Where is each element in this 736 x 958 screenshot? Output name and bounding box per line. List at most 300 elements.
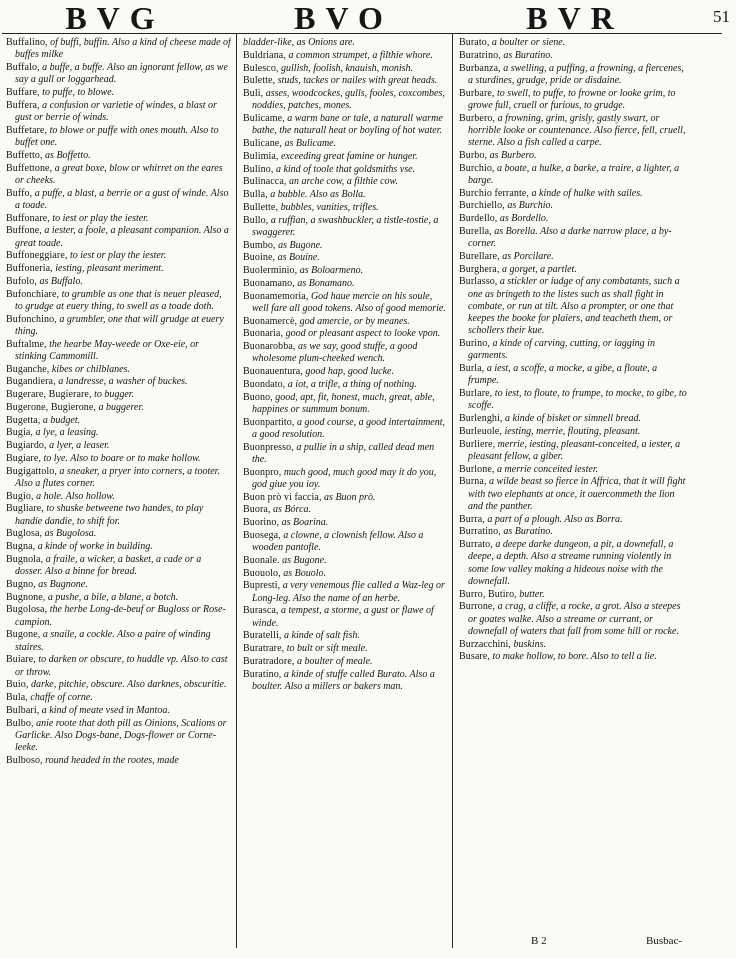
entry-headword: Burlone, [459, 463, 495, 475]
dictionary-entry [6, 629, 231, 654]
entry-definition: iesting, merrie, flouting, pleasant. [501, 425, 641, 437]
dictionary-entry [459, 589, 689, 601]
entry-definition: as Buon prò. [321, 491, 376, 503]
entry-headword: Bullette, [243, 201, 279, 213]
dictionary-entry [6, 503, 231, 528]
dictionary-entry [6, 150, 231, 162]
entry-definition: a hole. Also hollow. [33, 490, 115, 502]
entry-definition: a pullie in a ship, called dead men the. [252, 441, 435, 465]
entry-definition: a warm bane or tale, a naturall warme bathe, the naturall heat or boyling of hot water. [252, 113, 443, 137]
entry-headword: Buftalme, [6, 338, 47, 350]
entry-headword: Bulicane, [243, 138, 282, 149]
entry-definition: asses, woodcockes, gulls, fooles, coxcombes, noddies, patches, mones. [252, 88, 445, 112]
entry-definition: a kinde of bisket or simnell bread. [502, 413, 641, 424]
entry-definition: a kinde of carving, cutting, or iagging in garments. [468, 338, 655, 362]
entry-headword: Buosega, [243, 529, 281, 541]
entry-definition: anie roote that doth pill as Oinions, Scalions or Garlicke. Also Dogs-bane, Dogs-flower or Corne-leeke. [15, 717, 227, 753]
entry-definition: to bult or sift meale. [284, 643, 368, 654]
dictionary-column-3 [459, 37, 689, 942]
entry-headword: Bugnola, [6, 553, 44, 565]
entry-headword: Bugerone, Bugierone, [6, 401, 97, 413]
dictionary-entry [6, 225, 231, 250]
entry-definition: darke, pitchie, obscure. Also darknes, obscuritie. [28, 679, 227, 691]
dictionary-entry [459, 276, 689, 337]
entry-definition: to swell, to puffe, to frowne or looke grim, to growe full, cruell or furious, to grudge. [468, 87, 676, 111]
dictionary-entry [6, 100, 231, 125]
dictionary-entry [6, 466, 231, 491]
entry-headword: Bulicame, [243, 113, 285, 124]
entry-headword: Buonpresso, [243, 441, 294, 453]
entry-definition: a iest, a scoffe, a mocke, a gibe, a floute, a frumpe. [468, 363, 658, 387]
dictionary-entry [459, 514, 689, 526]
entry-definition: as Burchio. [504, 200, 554, 212]
entry-definition: a puffe, a blast, a berrie or a gust of winde. Also a toade. [15, 187, 229, 211]
dictionary-entry [6, 213, 231, 225]
entry-definition: bladder-like, as Onions are. [243, 37, 355, 48]
dictionary-entry [243, 555, 448, 567]
dictionary-entry [6, 440, 231, 452]
dictionary-entry [6, 579, 231, 591]
entry-definition: exceeding great famine or hunger. [278, 150, 418, 162]
entry-definition: as Buffalo. [36, 275, 83, 287]
entry-definition: butter. [516, 588, 545, 600]
entry-headword: Bugna, [6, 541, 36, 552]
dictionary-entry [243, 467, 448, 492]
entry-definition: a kind of meate vsed in Mantoa. [39, 704, 170, 716]
entry-headword: Buolerminio, [243, 265, 298, 276]
dictionary-entry [459, 338, 689, 363]
entry-headword: Buora, [243, 504, 271, 516]
entry-headword: Burbo, [459, 149, 488, 161]
entry-headword: Bugigattolo, [6, 465, 57, 477]
entry-headword: Bugiardo, [6, 440, 47, 451]
dictionary-entry [243, 164, 448, 176]
dictionary-entry [459, 601, 689, 638]
entry-headword: Bulesco, [243, 62, 279, 74]
dictionary-entry [243, 50, 448, 62]
entry-definition: a iester, a foole, a pleasant companion. Also a great toade. [15, 225, 229, 249]
entry-headword: Buonale. [243, 554, 280, 566]
entry-headword: Burzacchini, [459, 638, 512, 650]
entry-headword: Buffalino, [6, 37, 48, 48]
dictionary-entry [6, 163, 231, 188]
entry-definition: as Boarina. [279, 517, 329, 528]
entry-definition: a buggerer. [96, 401, 144, 413]
dictionary-entry [459, 163, 689, 188]
dictionary-entry [459, 63, 689, 88]
entry-definition: kibes or chilblanes. [49, 363, 130, 375]
dictionary-entry [6, 276, 231, 288]
entry-definition: the hearbe May-weede or Oxe-eie, or stinking Cammomill. [15, 338, 200, 362]
entry-headword: Bulbo, [6, 717, 34, 729]
entry-headword: Burra, [459, 513, 485, 525]
entry-definition: as Boloarmeno. [297, 265, 364, 276]
running-head-center: BVO [294, 0, 393, 36]
entry-definition: an arche cow, a filthie cow. [286, 176, 398, 188]
dictionary-entry [243, 88, 448, 113]
entry-definition: a common strumpet, a filthie whore. [285, 49, 433, 61]
entry-headword: Burrone, [459, 601, 496, 613]
entry-definition: to iest or play the iester. [67, 250, 167, 262]
entry-definition: a very venemous flie called a Waz-leg or Long-leg. Also the name of an herbe. [252, 580, 445, 604]
dictionary-entry [459, 363, 689, 388]
entry-headword: Bugno, [6, 578, 36, 590]
entry-definition: a kinde of salt fish. [281, 630, 360, 642]
dictionary-entry [6, 541, 231, 553]
entry-headword: Buffetto, [6, 149, 43, 161]
entry-headword: Buffoneggiare, [6, 250, 68, 262]
entry-definition: a frowning, grim, grisly, gastly swart, or horrible looke or countenance. Also fierce, fell, cruell, sterne. Also a fish called a carpe. [468, 112, 686, 148]
dictionary-entry [459, 200, 689, 212]
entry-headword: Buffonare, [6, 212, 50, 224]
entry-headword: Bugetta, [6, 414, 41, 426]
dictionary-entry [6, 250, 231, 262]
entry-definition: a boulter or siene. [489, 37, 566, 48]
entry-headword: Burratino, [459, 526, 501, 538]
entry-definition: to puffe, to blowe. [39, 87, 115, 98]
entry-definition: gullish, foolish, knauish, monish. [278, 62, 413, 74]
signature-mark: B 2 [531, 935, 547, 947]
entry-headword: Buldriana, [243, 49, 286, 61]
dictionary-entry [6, 604, 231, 629]
entry-headword: Buffetare, [6, 124, 48, 136]
entry-definition: to darken or obscure, to huddle vp. Also to cast or throw. [15, 654, 228, 678]
dictionary-entry [6, 62, 231, 87]
dictionary-entry [459, 539, 689, 588]
entry-headword: Bufolo, [6, 275, 37, 287]
entry-headword: Burato, [459, 37, 490, 48]
dictionary-column-1 [6, 37, 231, 942]
dictionary-entry [6, 427, 231, 439]
dictionary-entry [459, 88, 689, 113]
running-head-left: BVG [65, 0, 165, 36]
dictionary-entry [6, 188, 231, 213]
dictionary-entry [459, 150, 689, 162]
entry-headword: Burdello, [459, 213, 498, 224]
dictionary-entry [243, 580, 448, 605]
dictionary-entry [243, 252, 448, 264]
dictionary-entry [459, 251, 689, 263]
dictionary-entry [6, 679, 231, 691]
entry-headword: Burchio, [459, 162, 495, 174]
running-head-right: BVR [526, 0, 624, 36]
entry-definition: a merrie conceited iester. [494, 463, 599, 475]
entry-headword: Burbanza, [459, 62, 501, 74]
entry-definition: a pushe, a bile, a blane, a botch. [45, 591, 179, 603]
entry-headword: Buratrino, [459, 49, 501, 61]
header-rule [2, 33, 722, 34]
dictionary-entry [243, 669, 448, 694]
entry-definition: as Bugnone. [35, 578, 88, 590]
dictionary-entry [243, 392, 448, 417]
entry-headword: Buonpartito, [243, 416, 295, 428]
entry-definition: a kinde of worke in building. [35, 541, 153, 552]
entry-definition: a confusion or varietie of windes, a blast or gust or berrie of winds. [15, 99, 217, 123]
entry-headword: Bugia, [6, 427, 33, 439]
entry-headword: Bugone, [6, 629, 41, 641]
entry-definition: a kind of toole that goldsmiths vse. [273, 163, 416, 175]
dictionary-entry [243, 291, 448, 316]
dictionary-entry [459, 439, 689, 464]
entry-definition: as Bonamano. [294, 277, 355, 289]
dictionary-entry [459, 264, 689, 276]
dictionary-entry [243, 240, 448, 252]
entry-definition: much good, much good may it do you, god giue you ioy. [252, 466, 437, 490]
dictionary-entry [6, 755, 231, 767]
dictionary-entry [459, 213, 689, 225]
entry-definition: a boulter of meale. [294, 655, 373, 667]
entry-definition: to shuske betweene two handes, to play handie dandie, to shift for. [15, 503, 204, 527]
entry-definition: to iest or play the iester. [49, 212, 149, 224]
dictionary-entry [6, 415, 231, 427]
dictionary-entry [243, 328, 448, 340]
dictionary-entry [459, 476, 689, 513]
catchword: Busbac- [646, 935, 683, 947]
dictionary-entry [6, 402, 231, 414]
entry-definition: a kinde of hulke with sailes. [529, 187, 643, 199]
dictionary-entry [243, 176, 448, 188]
entry-headword: Burbare, [459, 87, 495, 99]
column-divider [236, 34, 237, 948]
entry-definition: a gorget, a partlet. [499, 263, 577, 275]
entry-headword: Busare, [459, 651, 490, 663]
entry-definition: of buffi, buffin. Also a kind of cheese made of buffes milke [15, 37, 231, 61]
entry-definition: as Burbero. [487, 149, 537, 161]
dictionary-entry [243, 265, 448, 277]
dictionary-entry [459, 37, 689, 49]
entry-headword: Buonauentura, [243, 366, 303, 377]
dictionary-entry [243, 138, 448, 150]
dictionary-entry [6, 528, 231, 540]
dictionary-entry [243, 63, 448, 75]
dictionary-entry [6, 339, 231, 364]
entry-headword: Burro, Butiro, [459, 588, 517, 600]
entry-headword: Bugiare, [6, 452, 41, 464]
entry-headword: Bufonchiare, [6, 288, 60, 300]
entry-definition: as we say, good stuffe, a good wholesome plum-cheeked wench. [252, 341, 418, 365]
entry-definition: a deepe darke dungeon, a pit, a downefall, a deepe, a depth. Also a streame running violently in some low valley making a hideous noise with the downefall. [468, 539, 674, 587]
dictionary-entry [243, 568, 448, 580]
entry-headword: Burbero, [459, 112, 496, 124]
dictionary-entry [459, 50, 689, 62]
dictionary-entry [243, 643, 448, 655]
entry-headword: Buonamano, [243, 277, 295, 289]
dictionary-entry [243, 656, 448, 668]
entry-headword: Buganche, [6, 363, 50, 375]
entry-headword: Bulimia, [243, 150, 279, 162]
entry-headword: Bulette, [243, 75, 276, 87]
dictionary-entry [243, 341, 448, 366]
entry-definition: as Bordello. [497, 213, 549, 224]
entry-headword: Bula, [6, 692, 28, 703]
entry-definition: a buffe, a buffe. Also an ignorant fellow, as we say a gull or loggarhead. [15, 62, 228, 86]
entry-headword: Buon prò vi faccia, [243, 491, 322, 503]
dictionary-entry [6, 364, 231, 376]
entry-definition: round headed in the rootes, made [42, 754, 179, 766]
entry-definition: to grumble as one that is neuer pleased, to grudge at euery thing, to swell as a toade doth. [15, 288, 222, 312]
entry-definition: studs, tackes or nailes with great heads. [275, 75, 438, 87]
entry-definition: a bubble. Also as Bolla. [267, 189, 366, 200]
dictionary-column-2 [243, 37, 448, 942]
dictionary-entry [243, 530, 448, 555]
dictionary-entry [243, 215, 448, 240]
entry-definition: to bugger. [91, 389, 135, 400]
entry-headword: Buorino, [243, 517, 280, 528]
entry-definition: to blowe or puffe with ones mouth. Also to buffet one. [15, 124, 219, 148]
entry-definition: good, apt, fit, honest, much, great, able, happines or summum bonum. [252, 391, 435, 415]
dictionary-entry [459, 639, 689, 651]
entry-headword: Buonpro, [243, 466, 282, 478]
dictionary-entry [6, 654, 231, 679]
entry-headword: Buonarobba, [243, 341, 296, 352]
entry-headword: Bulboso, [6, 754, 43, 766]
dictionary-entry [6, 705, 231, 717]
entry-headword: Buratradore, [243, 655, 295, 667]
entry-headword: Burellare, [459, 250, 500, 262]
dictionary-entry [459, 188, 689, 200]
dictionary-entry [6, 592, 231, 604]
entry-definition: a clowne, a clownish fellow. Also a wooden pantofle. [252, 529, 424, 553]
entry-headword: Buonamercè, [243, 315, 298, 327]
entry-definition: a grumbler, one that will grudge at euery thing. [15, 313, 224, 337]
dictionary-entry [243, 366, 448, 378]
entry-headword: Bufonchino, [6, 313, 57, 325]
entry-headword: Burleuole, [459, 425, 502, 437]
entry-definition: as Bouine. [275, 252, 320, 264]
entry-headword: Buratrare, [243, 643, 285, 654]
entry-definition: a tempest, a storme, a gust or flawe of winde. [252, 605, 434, 629]
entry-headword: Bulinacca, [243, 176, 287, 188]
entry-headword: Burchio ferrante, [459, 187, 530, 199]
dictionary-entry [243, 316, 448, 328]
dictionary-entry [243, 151, 448, 163]
entry-definition: a swelling, a puffing, a frowning, a fiercenes, a sturdines, grudge, pride or disdaine. [468, 62, 684, 86]
entry-headword: Bupresti, [243, 580, 281, 592]
dictionary-entry [243, 189, 448, 201]
entry-definition: a stickler or iudge of any combatants, such a one as bringeth to the listes such as shall fight in combate, or run at tilt. Also a prompter, or one that keepes the booke for plaiers, and teacheth them, or schollers their kue. [468, 276, 680, 337]
entry-headword: Bugandiera, [6, 376, 56, 388]
dictionary-entry [243, 504, 448, 516]
entry-definition: as Bugone. [275, 239, 323, 251]
dictionary-entry [459, 464, 689, 476]
dictionary-entry [6, 125, 231, 150]
entry-headword: Bumbo, [243, 239, 276, 251]
entry-definition: as Bórca. [270, 504, 312, 516]
entry-definition: a good course, a good intertainment, a good resolution. [252, 416, 446, 440]
entry-definition: a crag, a cliffe, a rocke, a grot. Also a steepes or goates walke. Also a streame or currant, or downefall of waters that fall from some hill or rocke. [468, 601, 681, 637]
entry-headword: Buffalo, [6, 62, 40, 73]
entry-headword: Bugolosa, [6, 604, 48, 616]
dictionary-entry [459, 388, 689, 413]
dictionary-entry [243, 630, 448, 642]
entry-definition: good or pleasant aspect to looke vpon. [283, 328, 441, 340]
entry-headword: Buonamemoria, [243, 290, 309, 302]
dictionary-entry [243, 379, 448, 391]
entry-headword: Buio, [6, 679, 29, 691]
entry-headword: Buffone, [6, 225, 42, 237]
entry-definition: a landresse, a washer of buckes. [55, 376, 188, 388]
entry-definition: merrie, iesting, pleasant-conceited, a iester, a pleasant fellow, a giber. [468, 438, 681, 462]
entry-definition: a kinde of stuffe called Burato. Also a boulter. Also a millers or bakers man. [252, 668, 435, 692]
dictionary-entry [459, 526, 689, 538]
entry-headword: Buouolo, [243, 567, 281, 579]
entry-headword: Buffera, [6, 99, 40, 111]
entry-definition: as Bulicame. [281, 138, 337, 149]
entry-headword: Burlenghi, [459, 413, 503, 424]
dictionary-entry [459, 413, 689, 425]
entry-definition: as Boffetto. [42, 149, 91, 161]
dictionary-entry [6, 491, 231, 503]
entry-definition: buskins. [511, 638, 547, 650]
entry-definition: a part of a plough. Also as Borra. [484, 513, 623, 525]
entry-definition: God haue mercie on his soule, well fare all good tokens. Also of good memorie. [252, 290, 446, 314]
entry-definition: as Bouolo. [280, 567, 327, 579]
entry-headword: Bullo, [243, 214, 269, 226]
entry-definition: a snaile, a cockle. Also a paire of winding staires. [15, 629, 211, 653]
entry-definition: a great boxe, blow or whirret on the eares or cheeks. [15, 162, 223, 186]
entry-definition: a boate, a hulke, a barke, a traire, a lighter, a barge. [468, 162, 680, 186]
entry-definition: a ruffian, a swashbuckler, a tistle-tostie, a swaggerer. [252, 214, 439, 238]
entry-definition: as Borella. Also a darke narrow place, a by-corner. [468, 225, 672, 249]
entry-definition: to iest, to floute, to frumpe, to mocke, to gibe, to scoffe. [468, 388, 687, 412]
entry-definition: as Bugone. [279, 554, 327, 566]
dictionary-entry [243, 202, 448, 214]
entry-headword: Bulino, [243, 163, 274, 175]
entry-definition: a lyer, a leaser. [46, 440, 110, 451]
entry-headword: Burasca, [243, 605, 279, 617]
dictionary-entry [6, 37, 231, 62]
entry-definition: as Bugolosa. [42, 528, 97, 540]
entry-headword: Burlasso, [459, 276, 498, 288]
entry-headword: Buratelli, [243, 630, 282, 642]
dictionary-entry [459, 113, 689, 150]
entry-headword: Buglosa, [6, 528, 43, 540]
entry-headword: Burla, [459, 363, 485, 374]
entry-headword: Bugerare, Bugierare, [6, 389, 92, 400]
column-divider [452, 34, 453, 948]
dictionary-entry [6, 554, 231, 579]
dictionary-entry [6, 314, 231, 339]
entry-definition: a budget. [40, 414, 81, 426]
entry-headword: Burino, [459, 338, 490, 349]
dictionary-entry [6, 389, 231, 401]
entry-headword: Buratino, [243, 668, 282, 680]
dictionary-entry [243, 442, 448, 467]
entry-headword: Buonaria, [243, 328, 284, 340]
dictionary-entry [6, 692, 231, 704]
entry-headword: Buondato, [243, 378, 286, 390]
entry-definition: to lye. Also to boare or to make hollow. [40, 452, 201, 464]
entry-headword: Bulbari, [6, 704, 40, 716]
entry-definition: a fraile, a wicker, a basket, a cade or a dosser. Also a binne for bread. [15, 553, 202, 577]
entry-headword: Burna, [459, 476, 487, 488]
entry-definition: a iot, a trifle, a thing of nothing. [285, 378, 417, 390]
dictionary-entry [243, 605, 448, 630]
entry-headword: Buono, [243, 391, 273, 403]
entry-definition: bubbles, vanities, trifles. [278, 201, 379, 213]
entry-headword: Buiare, [6, 654, 36, 666]
entry-definition: iesting, pleasant meriment. [52, 263, 164, 274]
entry-headword: Bugnone, [6, 591, 46, 603]
entry-headword: Buffettone, [6, 162, 53, 174]
entry-definition: a sneaker, a pryer into corners, a tooter. Also a flutes corner. [15, 465, 220, 489]
dictionary-entry [6, 289, 231, 314]
entry-headword: Burghera, [459, 263, 500, 275]
dictionary-entry [243, 417, 448, 442]
dictionary-entry [6, 87, 231, 99]
dictionary-entry [6, 453, 231, 465]
dictionary-entry [243, 37, 448, 49]
